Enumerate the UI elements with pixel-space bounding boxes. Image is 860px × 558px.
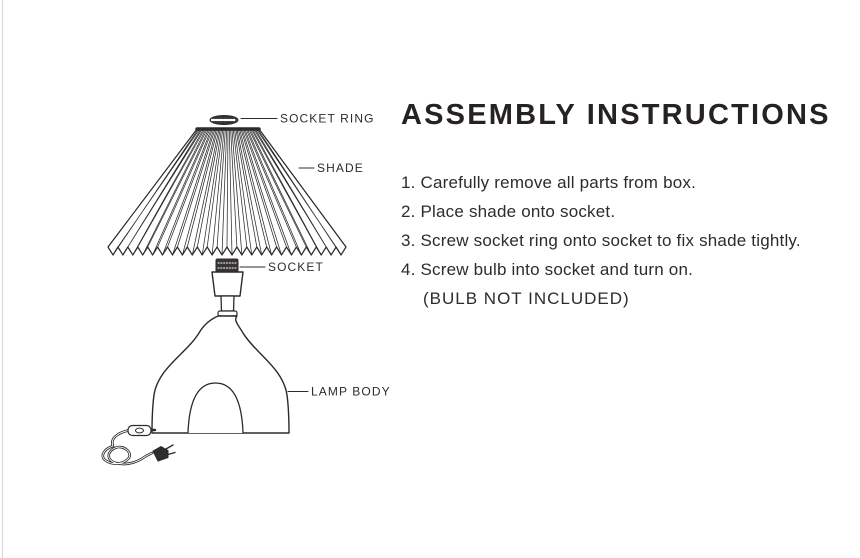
instructions-steps	[401, 168, 841, 313]
instruction-step-3: 3. Screw socket ring onto socket to fix shade tightly.	[401, 231, 801, 250]
lamp-body-label: LAMP BODY	[311, 384, 391, 399]
instructions-title: ASSEMBLY INSTRUCTIONS	[401, 99, 831, 131]
plug-drawing	[153, 445, 175, 461]
instruction-step-2: 2. Place shade onto socket.	[401, 202, 616, 221]
instruction-step-4: 4. Screw bulb into socket and turn on.	[401, 260, 694, 279]
shade-label: SHADE	[317, 161, 364, 175]
bulb-not-included-note: (BULB NOT INCLUDED)	[423, 289, 630, 308]
instruction-step-1: 1. Carefully remove all parts from box.	[401, 173, 697, 192]
inline-switch-drawing	[128, 426, 151, 436]
socket-ring-drawing	[210, 116, 238, 125]
socket-drawing	[212, 259, 243, 316]
lamp-body-drawing	[152, 316, 289, 433]
shade-drawing	[108, 129, 346, 255]
socket-label: SOCKET	[268, 260, 324, 274]
instructions-panel	[401, 98, 841, 313]
socket-ring-label: SOCKET RING	[280, 111, 375, 126]
